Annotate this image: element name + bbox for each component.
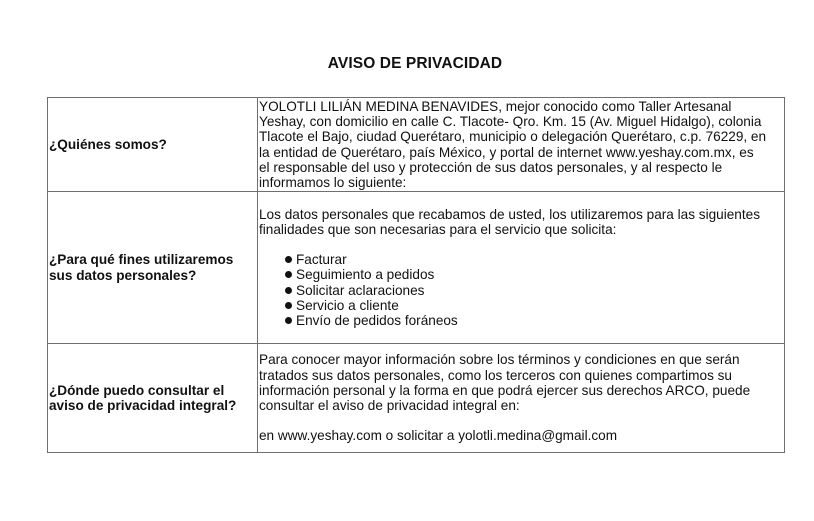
purpose-label: Facturar [296,252,347,268]
question-cell-purposes [48,192,258,344]
answer-line: el responsable del uso y protección de sus datos personales, y al respecto le [259,159,723,175]
answer-cell-purposes [258,192,785,344]
table-row-purposes [48,192,785,344]
answer-line: Para conocer mayor información sobre los términos y condiciones en que serán [259,352,740,368]
answer-cell-full-notice [258,344,785,453]
bullet-icon [285,287,292,294]
list-item [285,252,782,267]
list-item [285,313,782,328]
table-row-who-we-are [48,98,785,192]
list-item [285,298,782,313]
spacer [259,413,782,428]
question-full-notice-line: ¿Dónde puedo consultar el [49,382,225,398]
answer-line: informamos lo siguiente: [259,174,407,190]
answer-line: YOLOTLI LILIÁN MEDINA BENAVIDES, mejor conocido como Taller Artesanal [259,98,732,114]
question-full-notice-line: aviso de privacidad integral? [49,398,237,413]
answer-cell-who-we-are [258,98,785,192]
list-item [285,283,782,298]
bullet-icon [285,302,292,309]
purpose-label: Solicitar aclaraciones [296,282,425,298]
question-who-we-are: ¿Quiénes somos? [49,136,167,152]
list-item [285,267,782,282]
question-purposes-line: sus datos personales? [49,267,197,283]
privacy-notice-table [47,97,785,453]
answer-line: información personal y la forma en que podrá ejercer sus derechos ARCO, puede [259,382,751,398]
answer-line: consultar el aviso de privacidad integral en: [259,398,520,414]
table-row-full-notice [48,344,785,453]
answer-line: Yeshay, con domicilio en calle C. Tlacote- Qro. Km. 15 (Av. Miguel Hidalgo), colonia [259,114,762,130]
bullet-icon [285,271,292,278]
answer-line: tratados sus datos personales, como los terceros con quienes compartimos su [259,367,732,383]
bullet-icon [285,256,292,263]
question-purposes-line: ¿Para qué fines utilizaremos [49,252,234,268]
purpose-label: Envío de pedidos foráneos [296,313,458,328]
intro-line: Los datos personales que recabamos de usted, los utilizaremos para las siguientes [259,206,760,222]
question-cell-who-we-are [48,98,258,192]
bullet-icon [285,317,292,324]
answer-line: la entidad de Querétaro, país México, y portal de internet www.yeshay.com.mx, es [259,144,754,160]
intro-line: finalidades que son necesarias para el servicio que solicita: [259,221,617,237]
purpose-label: Servicio a cliente [296,297,399,313]
purpose-label: Seguimiento a pedidos [296,267,435,283]
purposes-list [259,252,782,328]
document-title: AVISO DE PRIVACIDAD [327,55,503,72]
question-cell-full-notice [48,344,258,453]
answer-line: Tlacote el Bajo, ciudad Querétaro, municipio o delegación Querétaro, c.p. 76229, en [259,129,767,145]
contact-line: en www.yeshay.com o solicitar a yolotli.medina@gmail.com [259,428,618,444]
